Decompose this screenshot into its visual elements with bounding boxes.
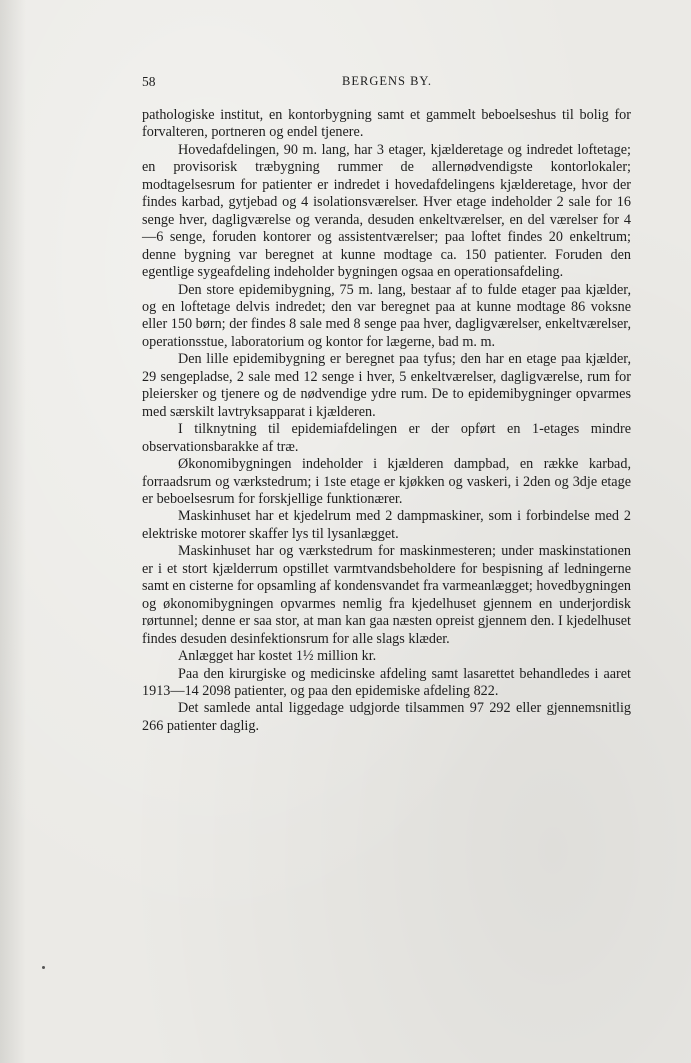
paragraph-hovedafdelingen: Hovedafdelingen, 90 m. lang, har 3 etager, kjælderetage og indredet loftetage; en provisorisk træbygning rummer de allernødvendigste kontorlokaler; modtagelsesrum for patienter er indredet i hovedafdelingens kjælderetage, hvor der findes karbad, gytjebad og 4 isolationsværelser. Hver etage indeholder 2 sale for 16 senge hver, dagligværelse og veranda, desuden enkeltværelser, en del værelser for 4—6 senge, foruden kontorer og assistentværelser; paa loftet findes 20 enkeltrum; denne bygning var beregnet at kunne modtage ca. 150 patienter. Foruden den egentlige sygeafdeling indeholder bygningen ogsaa en operationsafdeling.: [142, 141, 631, 281]
running-head: [142, 74, 632, 94]
body-text: [142, 107, 631, 735]
page-number: 58: [142, 74, 156, 89]
paragraph-maskinhuset-kjedelrum: Maskinhuset har et kjedelrum med 2 dampmaskiner, som i forbindelse med 2 elektriske motorer skaffer lys til lysanlægget.: [142, 508, 631, 542]
running-title: BERGENS BY.: [342, 74, 432, 88]
paragraph-maskinhuset-vaerkstedrum: Maskinhuset har og værkstedrum for maskinmesteren; under maskinstationen er i et stort kjælderrum opstillet varmtvandsbeholdere for bespisning af ledningerne samt en cisterne for opsamling af kondensvandet fra varmeanlægget; hovedbygningen og økonomibygningen opvarmes nemlig fra kjedelhuset gjennem en underjordisk rørtunnel; denne er saa stor, at man kan gaa næsten opreist gjennem den. I kjedelhuset findes desuden desinfektionsrum for alle slags klæder.: [142, 543, 631, 647]
paragraph-observationsbarakke: I tilknytning til epidemiafdelingen er der opført en 1-etages mindre observationsbarakke af træ.: [142, 421, 631, 455]
paragraph-liggedage: Det samlede antal liggedage udgjorde tilsammen 97 292 eller gjennemsnitlig 266 patienter daglig.: [142, 700, 631, 734]
scan-speck: [42, 966, 45, 969]
paragraph-continuation: pathologiske institut, en kontorbygning samt et gammelt beboelseshus til bolig for forvalteren, portneren og endel tjenere.: [142, 107, 631, 141]
page-shadow-edge: [0, 0, 26, 1063]
paragraph-store-epidemibygning: Den store epidemibygning, 75 m. lang, bestaar af to fulde etager paa kjælder, og en loftetage delvis indredet; den var beregnet paa at kunne modtage 86 voksne eller 150 børn; der findes 8 sale med 8 senge paa hver, dagligværelser, enkeltværelser, operationsstue, laboratorium og kontor for lægerne, bad m. m.: [142, 281, 631, 350]
paragraph-lille-epidemibygning: Den lille epidemibygning er beregnet paa tyfus; den har en etage paa kjælder, 29 sengepladse, 2 sale med 12 senge i hver, 5 enkeltværelser, dagligværelse, rum for pleiersker og tjenere og de nødvendige ydre rum. De to epidemibygninger opvarmes med særskilt lavtryksapparat i kjælderen.: [142, 351, 631, 420]
paragraph-patienter-behandledes: Paa den kirurgiske og medicinske afdeling samt lasarettet behandledes i aaret 1913—14 2098 patienter, og paa den epidemiske afdeling 822.: [142, 665, 631, 699]
paragraph-okonomibygningen: Økonomibygningen indeholder i kjælderen dampbad, en række karbad, forraadsrum og værkstedrum; i 1ste etage er kjøkken og vaskeri, i 2den og 3dje etage er beboelsesrum for forskjellige funktionærer.: [142, 456, 631, 507]
paragraph-anlaegget-kostet: Anlægget har kostet 1½ million kr.: [178, 648, 377, 665]
